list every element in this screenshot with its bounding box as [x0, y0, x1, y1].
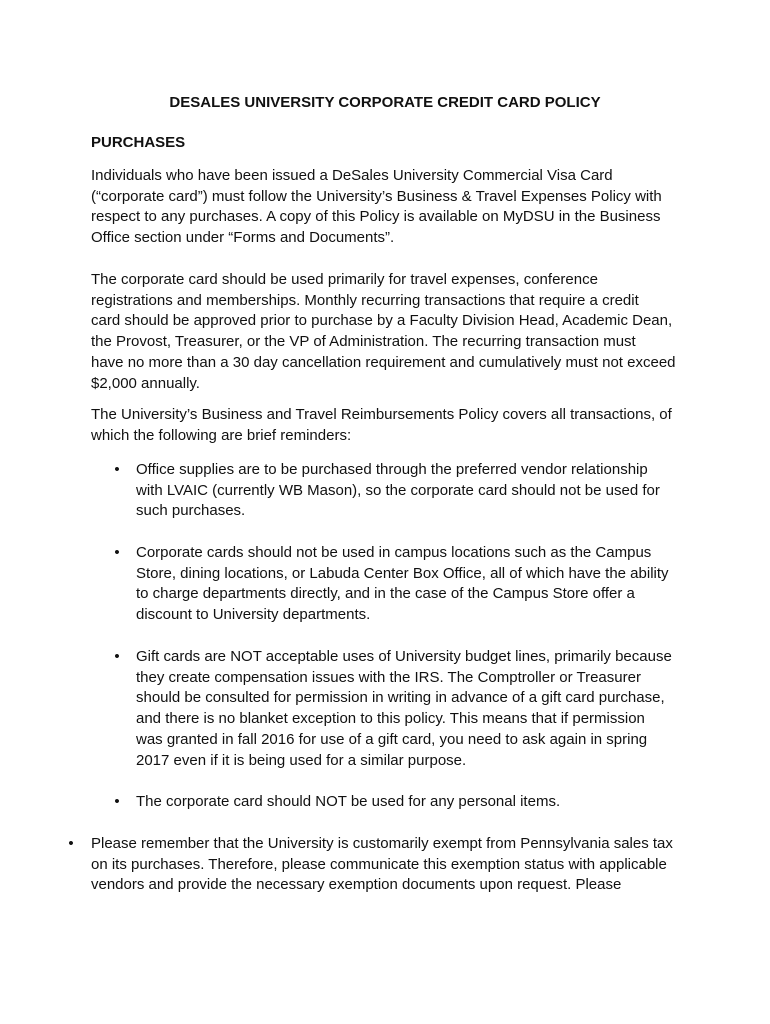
bullet-gift-cards: [112, 647, 672, 771]
paragraph-line: the Provost, Treasurer, or the VP of Administration. The recurring transaction must: [91, 333, 636, 351]
bullet-sales-tax-exemption: [66, 834, 673, 896]
bullet-line: Corporate cards should not be used in campus locations such as the Campus: [136, 544, 652, 561]
bullet-glyph: •: [68, 835, 74, 852]
bullet-office-supplies: [112, 460, 660, 522]
paragraph-line: (“corporate card”) must follow the University’s Business & Travel Expenses Policy with: [91, 187, 662, 205]
bullet-line: discount to University departments.: [136, 606, 371, 624]
section-heading: PURCHASES: [91, 134, 186, 151]
paragraph-line: respect to any purchases. A copy of this Policy is available on MyDSU in the Business: [91, 208, 661, 226]
bullet-line: Store, dining locations, or Labuda Center Box Office, all of which have the ability: [136, 564, 669, 582]
paragraph-reminders-intro: [91, 405, 672, 446]
document-title: DESALES UNIVERSITY CORPORATE CREDIT CARD POLICY: [169, 94, 601, 111]
paragraph-corporate-card-intro: [91, 166, 662, 249]
bullet-line: should be consulted for permission in writing in advance of a gift card purchase,: [136, 689, 665, 707]
bullet-glyph: •: [114, 461, 120, 478]
paragraph-primary-uses: [91, 270, 676, 394]
bullet-line: such purchases.: [136, 502, 246, 520]
bullet-line: The corporate card should NOT be used for any personal items.: [136, 793, 561, 810]
paragraph-line: Office section under “Forms and Documents”.: [91, 229, 395, 247]
paragraph-line: registrations and memberships. Monthly recurring transactions that require a credit: [91, 291, 639, 309]
paragraph-line: which the following are brief reminders:: [91, 426, 352, 444]
bullet-line: they create compensation issues with the IRS. The Comptroller or Treasurer: [136, 668, 641, 686]
bullet-glyph: •: [114, 648, 120, 665]
bullet-line: vendors and provide the necessary exemption documents upon request. Please: [91, 876, 622, 894]
bullet-line: to charge departments directly, and in the case of the Campus Store offer a: [136, 585, 635, 603]
paragraph-line: The corporate card should be used primarily for travel expenses, conference: [91, 271, 598, 288]
bullet-glyph: •: [114, 793, 120, 810]
paragraph-line: The University’s Business and Travel Reimbursements Policy covers all transactions, of: [91, 406, 672, 423]
bullet-glyph: •: [114, 544, 120, 561]
bullet-line: and there is no blanket exception to this policy. This means that if permission: [136, 710, 645, 728]
bullet-line: 2017 even if it is being used for a similar purpose.: [136, 751, 467, 769]
paragraph-line: card should be approved prior to purchase by a Faculty Division Head, Academic Dean,: [91, 312, 673, 330]
paragraph-line: have no more than a 30 day cancellation requirement and cumulatively must not exceed: [91, 353, 676, 371]
paragraph-line: $2,000 annually.: [91, 374, 200, 392]
bullet-line: was granted in fall 2016 for use of a gift card, you need to ask again in spring: [136, 730, 648, 748]
bullet-line: Office supplies are to be purchased through the preferred vendor relationship: [136, 461, 648, 478]
bullet-personal-items: [112, 792, 560, 813]
bullet-line: Please remember that the University is customarily exempt from Pennsylvania sales tax: [91, 835, 673, 852]
bullet-line: on its purchases. Therefore, please communicate this exemption status with applicable: [91, 855, 667, 873]
bullet-line: with LVAIC (currently WB Mason), so the corporate card should not be used for: [136, 481, 660, 499]
bullet-line: Gift cards are NOT acceptable uses of University budget lines, primarily because: [136, 648, 672, 665]
paragraph-line: Individuals who have been issued a DeSales University Commercial Visa Card: [91, 167, 613, 184]
bullet-campus-locations: [112, 543, 669, 626]
